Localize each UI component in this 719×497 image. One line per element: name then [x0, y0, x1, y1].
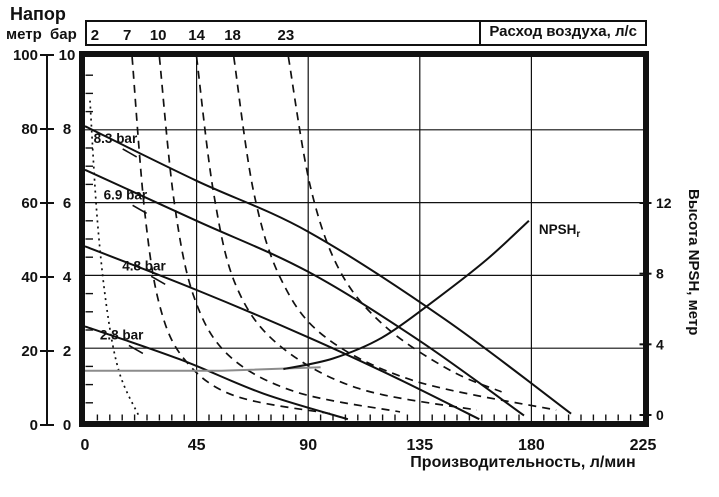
bar-tick-label: 10 [58, 47, 76, 64]
air-flow-value: 7 [122, 27, 132, 44]
bar-tick-label: 2 [62, 343, 72, 360]
x-tick-label: 225 [629, 437, 657, 454]
top-axis-label: Расход воздуха, л/с [489, 23, 637, 40]
x-tick-label: 0 [80, 437, 90, 454]
air-flow-value: 14 [188, 27, 205, 44]
x-tick-label: 90 [299, 437, 318, 454]
bar-tick-label: 6 [62, 195, 72, 212]
meter-tick-label: 0 [29, 417, 38, 434]
air-flow-value: 2 [90, 27, 100, 44]
bar-tick-label: 4 [62, 269, 72, 286]
meter-tick-label: 60 [21, 195, 38, 212]
npsh-tick-label: 8 [656, 265, 664, 282]
meter-tick-label: 100 [12, 47, 38, 64]
bottom-axis-label: Производительность, л/мин [410, 454, 636, 471]
left-axis-unit-bar: бар [50, 26, 77, 43]
air-flow-value: 18 [224, 27, 241, 44]
npsh-curve-label: $NPSH_r$ [538, 221, 581, 240]
bar-tick-label: 8 [62, 121, 72, 138]
x-tick-label: 45 [187, 437, 206, 454]
npsh-tick-label: 4 [656, 336, 664, 353]
pump-curve-label-leader [129, 345, 143, 353]
pump-curve-label-leader [133, 205, 147, 213]
air-consumption-curve [159, 57, 400, 412]
npsh-curve [283, 221, 529, 369]
npsh-tick-label: 0 [656, 407, 664, 423]
bar-tick-label: 0 [62, 417, 72, 434]
x-tick-label: 135 [406, 437, 434, 454]
pump-curve-label: 4.8 bar [122, 258, 166, 274]
x-tick-label: 180 [518, 437, 545, 454]
right-axis-label: Высота NPSH, метр [685, 189, 702, 336]
air-flow-strip-box [86, 21, 646, 45]
pump-curve-label: 8.3 bar [93, 130, 138, 146]
air-flow-value: 10 [149, 27, 167, 44]
meter-tick-label: 80 [21, 121, 38, 138]
npsh-tick-label: 12 [656, 195, 672, 211]
pump-curve [85, 170, 524, 416]
pump-curve-label: 2.8 bar [99, 327, 144, 343]
air-flow-value: 23 [277, 27, 295, 44]
air-consumption-curve [234, 57, 556, 410]
plot-border [82, 54, 646, 424]
meter-tick-label: 20 [21, 343, 38, 360]
meter-tick-label: 40 [21, 269, 38, 286]
left-axis-title: Напор [10, 4, 66, 24]
pump-curve-label: 6.9 bar [103, 187, 148, 203]
left-axis-unit-meters: метр [6, 26, 42, 43]
